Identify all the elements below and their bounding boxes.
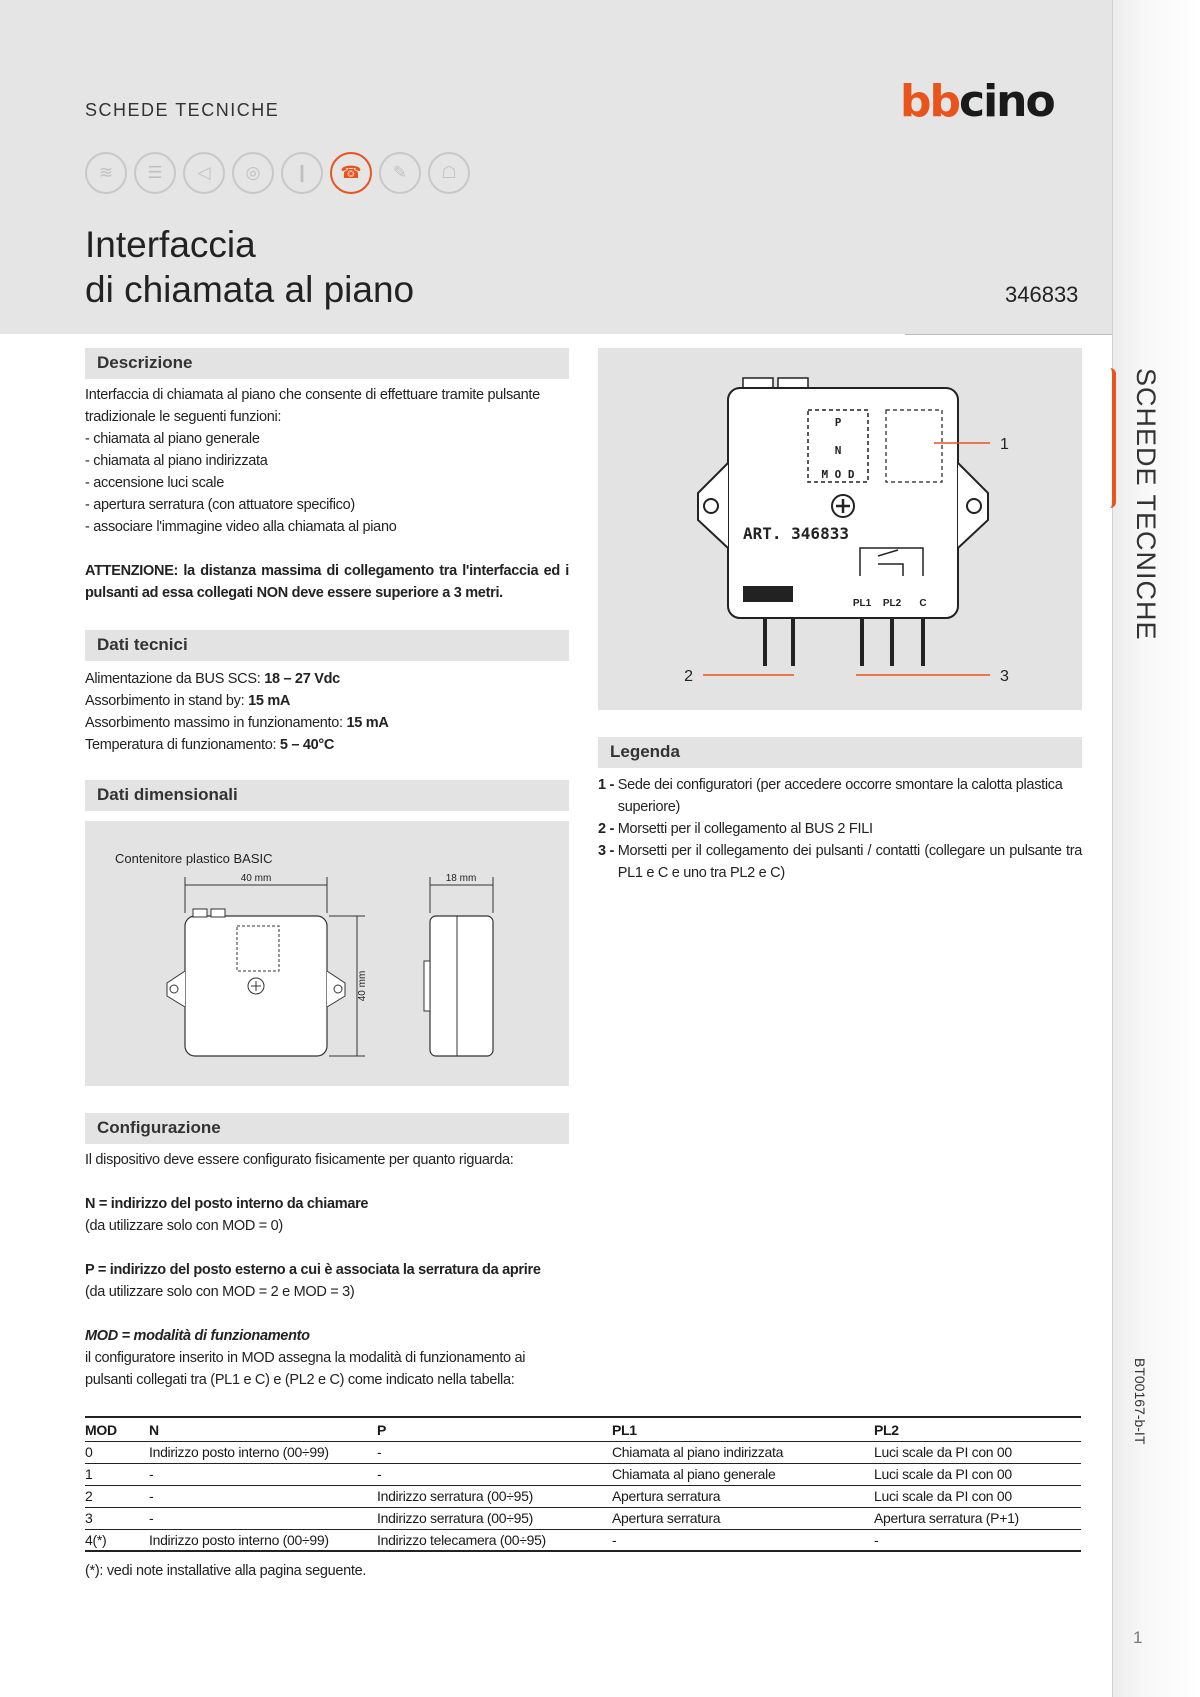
section-heading-dati-tecnici: Dati tecnici: [85, 630, 569, 661]
col-header: PL2: [874, 1417, 1081, 1441]
table-cell: Indirizzo posto interno (00÷99): [149, 1441, 377, 1463]
table-header-row: [85, 1417, 1081, 1441]
speaker-icon: ◁: [183, 152, 225, 194]
table-footnote: (*): vedi note installative alla pagina seguente.: [85, 1563, 367, 1579]
legend-text: Morsetti per il collegamento al BUS 2 FILI: [617, 821, 873, 837]
presence-icon: ☖: [428, 152, 470, 194]
jumper-label-p: P: [834, 416, 842, 429]
spec-row: [85, 690, 569, 712]
temperature-icon: ❙: [281, 152, 323, 194]
config-mod-title: MOD = modalità di funzionamento: [85, 1328, 310, 1344]
spec-value: 15 mA: [346, 715, 389, 731]
table-row: [85, 1463, 1081, 1485]
title-line-1: Interfaccia: [85, 224, 256, 265]
callout-2: 2: [684, 668, 693, 685]
section-heading-descrizione: Descrizione: [85, 348, 569, 379]
side-tab-marker: [1110, 368, 1116, 508]
table-cell: Indirizzo telecamera (00÷95): [377, 1529, 612, 1551]
table-cell: -: [874, 1529, 1081, 1551]
spec-label: Temperatura di funzionamento:: [85, 737, 280, 753]
right-margin-divider: [1112, 0, 1113, 1697]
document-code: BT00167-b-IT: [1132, 1358, 1148, 1445]
table-row: [85, 1529, 1081, 1551]
height-dimension-label: 40 mm: [357, 970, 368, 1002]
spec-value: 15 mA: [248, 693, 291, 709]
jumper-label-mod: M O D: [821, 468, 855, 481]
width-dimension-label: 40 mm: [240, 873, 272, 884]
logo-part1: bb: [900, 76, 959, 127]
table-cell: Indirizzo serratura (00÷95): [377, 1485, 612, 1507]
article-number: 346833: [1005, 282, 1079, 307]
spec-row: [85, 734, 569, 756]
spec-label: Assorbimento massimo in funzionamento:: [85, 715, 347, 731]
category-icons: [85, 152, 470, 194]
list-item: - chiamata al piano indirizzata: [85, 453, 268, 469]
table-cell: -: [149, 1485, 377, 1507]
title-line-2: di chiamata al piano: [85, 269, 415, 310]
warning-body: la distanza massima di collegamento tra l'interfaccia ed i pulsanti ad essa collegati NON deve essere superiore a 3 metri.: [85, 563, 569, 601]
thermostat-icon: ☰: [134, 152, 176, 194]
legend-num: 2 -: [598, 821, 618, 837]
table-cell: Indirizzo serratura (00÷95): [377, 1507, 612, 1529]
list-item: - chiamata al piano generale: [85, 431, 260, 447]
config-p-note: (da utilizzare solo con MOD = 2 e MOD = 3): [85, 1284, 355, 1300]
list-item: - accensione luci scale: [85, 475, 224, 491]
table-cell: Luci scale da PI con 00: [874, 1463, 1081, 1485]
col-header: N: [149, 1417, 377, 1441]
spec-row: [85, 668, 569, 690]
spec-label: Alimentazione da BUS SCS:: [85, 671, 265, 687]
header-label: SCHEDE TECNICHE: [85, 100, 280, 120]
table-cell: Luci scale da PI con 00: [874, 1441, 1081, 1463]
product-diagram-panel: [598, 348, 1082, 710]
spec-value: 5 – 40°C: [279, 737, 335, 753]
configuration-table: [85, 1416, 1081, 1552]
config-intro: Il dispositivo deve essere configurato fisicamente per quanto riguarda:: [85, 1152, 514, 1168]
side-title: SCHEDE TECNICHE: [1131, 368, 1161, 641]
callout-3: 3: [1000, 668, 1009, 685]
list-item: - apertura serratura (con attuatore specifico): [85, 497, 355, 513]
dimension-drawing: [85, 821, 569, 1086]
table-cell: Indirizzo posto interno (00÷99): [149, 1529, 377, 1551]
product-diagram: [598, 348, 1082, 710]
table-cell: Luci scale da PI con 00: [874, 1485, 1081, 1507]
container-label: Contenitore plastico BASIC: [115, 851, 273, 866]
section-heading-dati-dimensionali: Dati dimensionali: [85, 780, 569, 811]
terminal-label-c: C: [919, 598, 927, 609]
table-row: [85, 1441, 1081, 1463]
descrizione-intro: Interfaccia di chiamata al piano che consente di effettuare tramite pulsante tradizionale le seguenti funzioni:: [85, 387, 540, 425]
legend-text: Sede dei configuratori (per accedere occorre smontare la calotta plastica superiore): [617, 777, 1063, 815]
bticino-logo: [900, 76, 1054, 127]
list-item: - associare l'immagine video alla chiamata al piano: [85, 519, 397, 535]
legend-num: 3 -: [598, 843, 618, 859]
col-header: P: [377, 1417, 612, 1441]
table-cell: 0: [85, 1441, 149, 1463]
config-n-note: (da utilizzare solo con MOD = 0): [85, 1218, 283, 1234]
legenda-list: [598, 774, 1082, 884]
table-cell: Chiamata al piano indirizzata: [612, 1441, 874, 1463]
descrizione-body: [85, 384, 569, 538]
wifi-icon: ≋: [85, 152, 127, 194]
table-cell: Apertura serratura (P+1): [874, 1507, 1081, 1529]
warning-label: ATTENZIONE:: [85, 563, 179, 579]
table-row: [85, 1507, 1081, 1529]
legend-item: [598, 818, 1082, 840]
table-cell: 4(*): [85, 1529, 149, 1551]
section-heading-configurazione: Configurazione: [85, 1113, 569, 1144]
table-cell: -: [377, 1463, 612, 1485]
config-mod-text: il configuratore inserito in MOD assegna la modalità di funzionamento ai pulsanti collegati tra (PL1 e C) e (PL2 e C) come indicato nella tabella:: [85, 1350, 526, 1388]
depth-dimension-label: 18 mm: [445, 873, 477, 884]
page-title: [85, 222, 414, 312]
door-entry-icon: ☎: [330, 152, 372, 194]
legend-num: 1 -: [598, 777, 618, 793]
table-cell: Apertura serratura: [612, 1485, 874, 1507]
table-cell: Chiamata al piano generale: [612, 1463, 874, 1485]
page-number: 1: [1133, 1628, 1143, 1647]
terminal-label-pl1: PL1: [852, 598, 872, 609]
config-p-title: P = indirizzo del posto esterno a cui è associata la serratura da aprire: [85, 1262, 541, 1278]
art-label: ART. 346833: [743, 524, 849, 543]
spec-label: Assorbimento in stand by:: [85, 693, 249, 709]
dimension-drawing-panel: [85, 821, 569, 1086]
col-header: PL1: [612, 1417, 874, 1441]
section-heading-legenda: Legenda: [598, 737, 1082, 768]
legend-text: Morsetti per il collegamento dei pulsanti / contatti (collegare un pulsante tra PL1 e C e uno tra PL2 e C): [617, 843, 1082, 881]
table-cell: -: [149, 1463, 377, 1485]
callout-1: 1: [1000, 436, 1009, 453]
table-cell: Apertura serratura: [612, 1507, 874, 1529]
table-cell: 3: [85, 1507, 149, 1529]
configurazione-body: [85, 1149, 569, 1391]
table-cell: -: [612, 1529, 874, 1551]
col-header: MOD: [85, 1417, 149, 1441]
lighting-icon: ✎: [379, 152, 421, 194]
header-rule: [905, 334, 1112, 335]
legend-item: [598, 774, 1082, 818]
alarm-icon: ◎: [232, 152, 274, 194]
table-cell: 1: [85, 1463, 149, 1485]
spec-value: 18 – 27 Vdc: [264, 671, 340, 687]
legend-item: [598, 840, 1082, 884]
table-cell: -: [377, 1441, 612, 1463]
terminal-label-pl2: PL2: [882, 598, 902, 609]
logo-part2: cino: [959, 76, 1054, 127]
right-margin-strip: [1112, 0, 1200, 1697]
config-n-title: N = indirizzo del posto interno da chiamare: [85, 1196, 369, 1212]
dati-tecnici-list: [85, 668, 569, 756]
table-cell: -: [149, 1507, 377, 1529]
warning-text: [85, 560, 569, 604]
spec-row: [85, 712, 569, 734]
jumper-label-n: N: [834, 444, 842, 457]
table-row: [85, 1485, 1081, 1507]
table-cell: 2: [85, 1485, 149, 1507]
